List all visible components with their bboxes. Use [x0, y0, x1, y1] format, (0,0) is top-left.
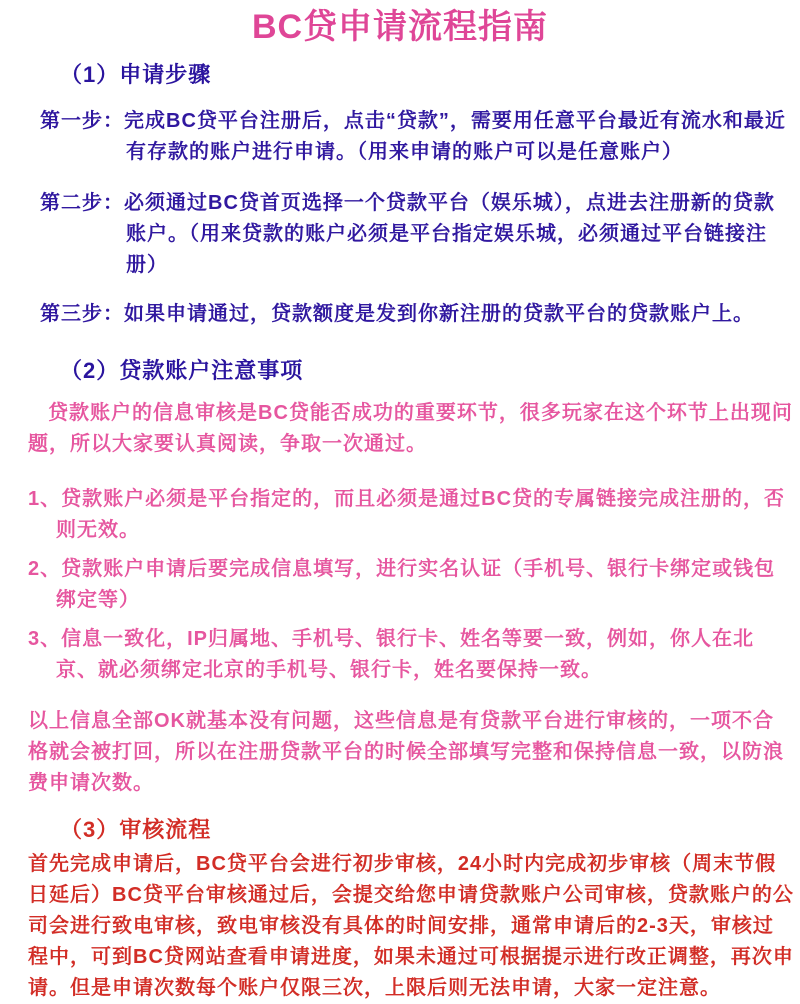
account-note-item-2: 2、贷款账户申请后要完成信息填写，进行实名认证（手机号、银行卡绑定或钱包绑定等） [28, 558, 776, 611]
section-review-process [0, 817, 800, 1004]
step-3-paragraph [40, 299, 794, 330]
section-heading-review-process: （3）审核流程 [60, 817, 212, 842]
step-1-paragraph [40, 106, 794, 168]
account-notes-summary: 以上信息全部OK就基本没有问题，这些信息是有贷款平台进行审核的，一项不合格就会被打回，所以在注册贷款平台的时候全部填写完整和保持信息一致，以防浪费申请次数。 [28, 710, 784, 794]
account-note-item-1: 1、贷款账户必须是平台指定的，而且必须是通过BC贷的专属链接完成注册的，否则无效。 [28, 488, 786, 541]
review-process-body: 首先完成申请后，BC贷平台会进行初步审核，24小时内完成初步审核（周末节假日延后）BC贷平台审核通过后，会提交给您申请贷款账户公司审核，贷款账户的公司会进行致电审核，致电审核没有具体的时间安排，通常申请后的2-3天，审核过程中，可到BC贷网站查看申请进度，如果未通过可根据提示进行改正调整，再次申请。但是申请次数每个账户仅限三次，上限后则无法申请，大家一定注意。 [28, 853, 794, 999]
step-3-label: 第三步： [40, 303, 124, 325]
step-2-text: 必须通过BC贷首页选择一个贷款平台（娱乐城），点进去注册新的贷款账户。（用来贷款的账户必须是平台指定娱乐城，必须通过平台链接注册） [124, 192, 775, 276]
section-loan-account-notes [0, 358, 800, 799]
step-2-paragraph [40, 188, 794, 281]
account-note-item-3: 3、信息一致化，IP归属地、手机号、银行卡、姓名等要一致，例如，你人在北京、就必须绑定北京的手机号、银行卡，姓名要保持一致。 [28, 628, 755, 681]
page-title: BC贷申请流程指南 [251, 8, 549, 46]
section-heading-application-steps: （1）申请步骤 [60, 62, 212, 87]
step-3-text: 如果申请通过，贷款额度是发到你新注册的贷款平台的贷款账户上。 [124, 303, 754, 325]
account-notes-list [28, 484, 796, 686]
section-application-steps [0, 62, 800, 330]
loan-guide-page [0, 6, 800, 999]
step-2-label: 第二步： [40, 192, 124, 214]
step-1-text: 完成BC贷平台注册后，点击“贷款”，需要用任意平台最近有流水和最近有存款的账户进行申请。（用来申请的账户可以是任意账户） [124, 110, 786, 163]
step-1-label: 第一步： [40, 110, 124, 132]
account-notes-intro: 贷款账户的信息审核是BC贷能否成功的重要环节，很多玩家在这个环节上出现问题，所以大家要认真阅读，争取一次通过。 [28, 402, 793, 455]
section-heading-loan-account-notes: （2）贷款账户注意事项 [60, 358, 304, 383]
